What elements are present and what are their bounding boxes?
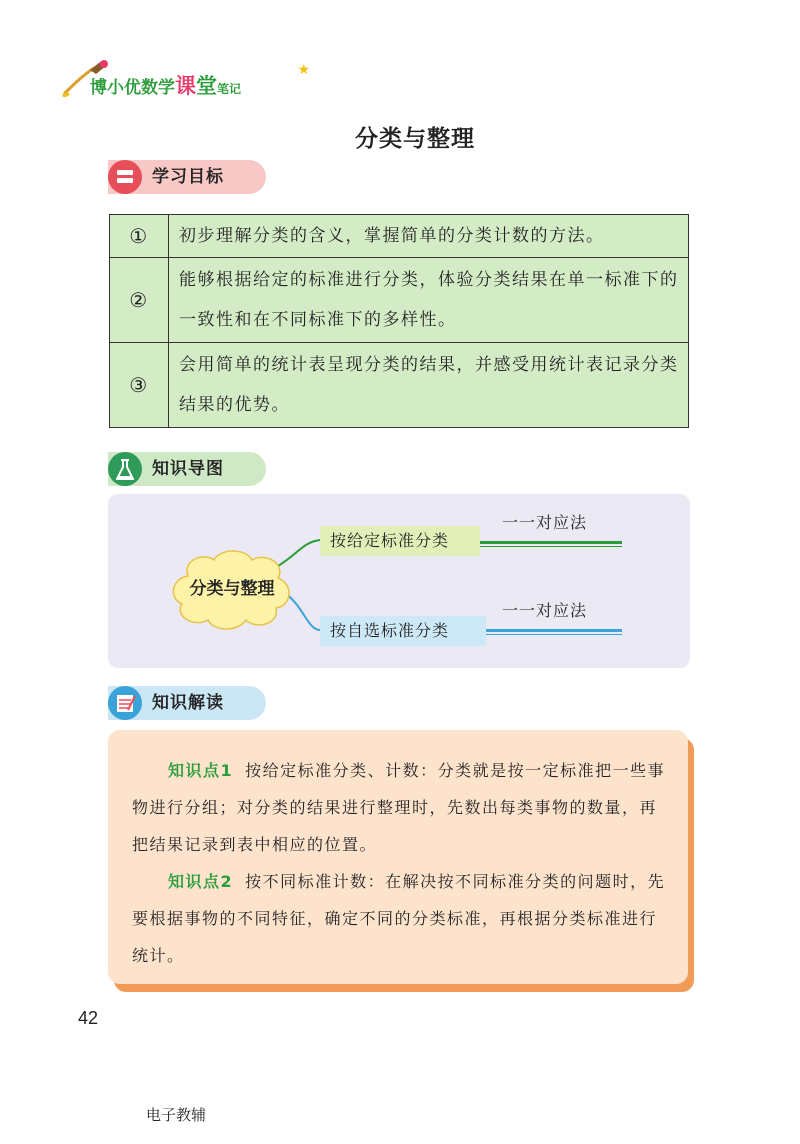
knowledge-point: [132, 863, 672, 974]
page-title: 分类与整理: [355, 126, 475, 152]
knowledge-point-title: 知识点1: [168, 761, 234, 780]
section-label: 学习目标: [152, 167, 224, 187]
section-badge-reading: [108, 686, 266, 720]
table-row: [110, 343, 689, 428]
objective-number: ③: [110, 343, 169, 428]
knowledge-point-title: 知识点2: [168, 872, 234, 891]
flask-icon: [108, 452, 142, 486]
brand-logo: [60, 56, 310, 100]
knowledge-point-text: 按不同标准计数：在解决按不同标准分类的问题时，先要根据事物的不同特征，确定不同的分类标准，再根据分类标准进行统计。: [132, 872, 666, 965]
objective-number: ①: [110, 215, 169, 258]
objective-text: 初步理解分类的含义，掌握简单的分类计数的方法。: [169, 215, 689, 258]
objective-number: ②: [110, 258, 169, 343]
objective-text: 能够根据给定的标准进行分类，体验分类结果在单一标准下的一致性和在不同标准下的多样性。: [169, 258, 689, 343]
star-icon: ★: [297, 62, 310, 78]
mind-map-branch: 按自选标准分类: [320, 616, 486, 646]
logo-text: 博小优数学课堂笔记: [90, 74, 242, 98]
mind-map-center: 分类与整理: [189, 579, 275, 599]
book-icon: [108, 160, 142, 194]
leaf-line: [486, 634, 622, 635]
knowledge-point-text: 按给定标准分类、计数：分类就是按一定标准把一些事物进行分组；对分类的结果进行整理时，先数出每类事物的数量，再把结果记录到表中相应的位置。: [132, 761, 666, 854]
knowledge-text: [132, 752, 672, 974]
mind-map-leaf: 一一对应法: [502, 601, 588, 620]
objective-text: 会用简单的统计表呈现分类的结果，并感受用统计表记录分类结果的优势。: [169, 343, 689, 428]
table-row: [110, 258, 689, 343]
mind-map-leaf: 一一对应法: [502, 513, 588, 532]
mind-map-branch: 按给定标准分类: [320, 526, 480, 556]
section-label: 知识解读: [152, 693, 224, 713]
leaf-line: [480, 541, 622, 544]
section-badge-map: [108, 452, 266, 486]
objectives-table: [109, 214, 689, 428]
section-label: 知识导图: [152, 459, 224, 479]
footer-label: 电子教辅: [146, 1106, 207, 1124]
knowledge-point: [132, 752, 672, 863]
leaf-line: [480, 546, 622, 547]
notebook-icon: [108, 686, 142, 720]
section-badge-goals: [108, 160, 266, 194]
page-number: 42: [78, 1008, 99, 1028]
table-row: [110, 215, 689, 258]
leaf-line: [486, 629, 622, 632]
